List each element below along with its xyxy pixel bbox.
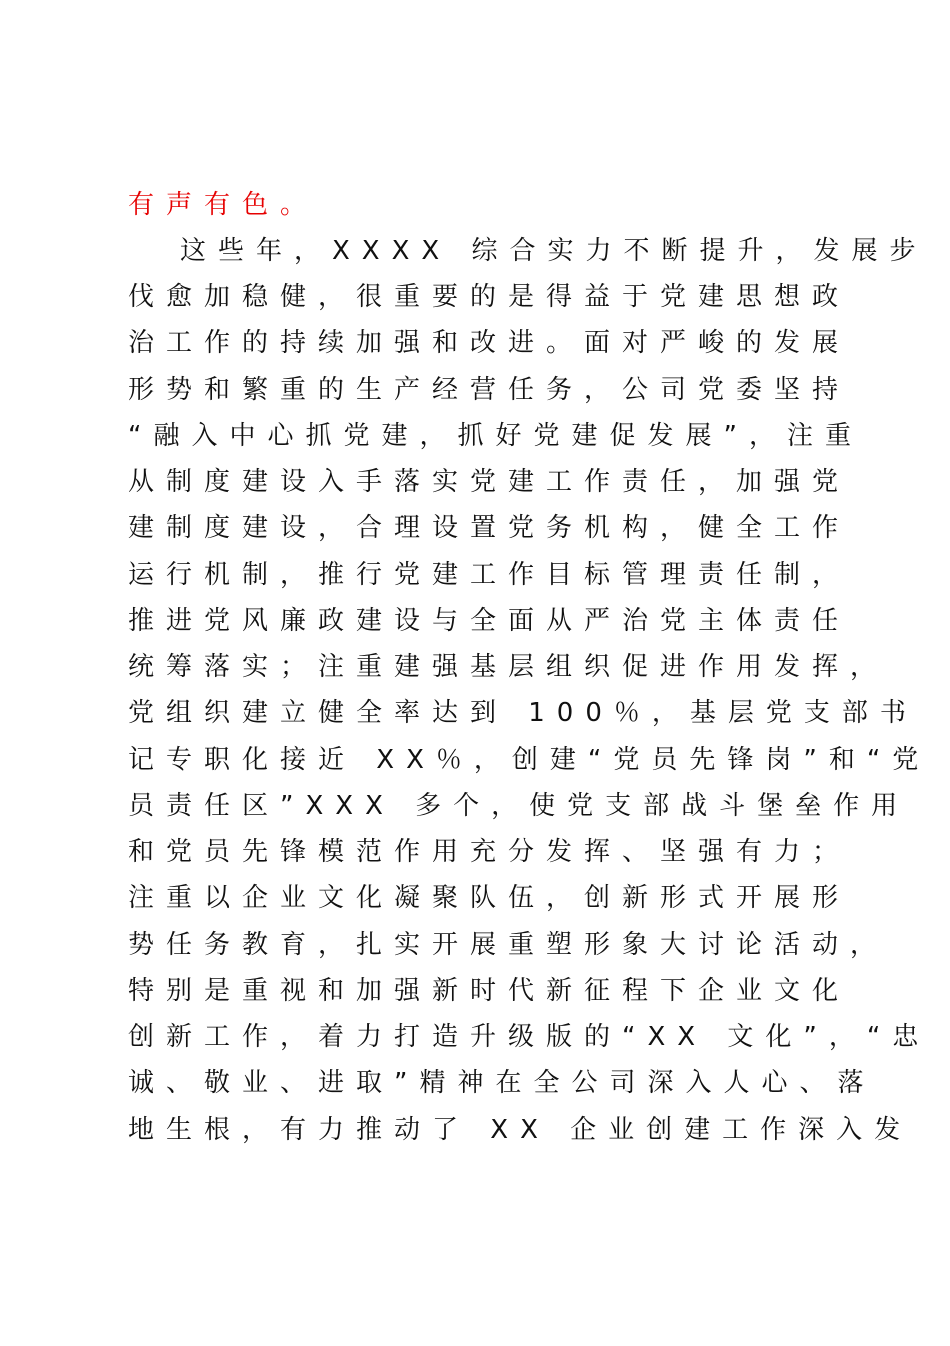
text-line: 运行机制，推行党建工作目标管理责任制， [128,560,851,590]
text-line: 伐愈加稳健，很重要的是得益于党建思想政 [128,282,851,312]
text-line: 注重以企业文化凝聚队伍，创新形式开展形 [128,883,851,913]
text-line: 统筹落实；注重建强基层组织促进作用发挥， [128,652,889,682]
text-line: 记专职化接近 XX％，创建“党员先锋岗”和“党 [128,745,931,775]
text-line: 治工作的持续加强和改进。面对严峻的发展 [128,328,851,358]
text-line: 形势和繁重的生产经营任务，公司党委坚持 [128,375,851,405]
text-line: 和党员先锋模范作用充分发挥、坚强有力； [128,837,851,867]
text-line: 党组织建立健全率达到 100％，基层党支部书 [128,698,918,728]
paragraph-first-line: 这些年，XXXX 综合实力不断提升，发展步 [180,236,928,266]
text-line: 诚、敬业、进取”精神在全公司深入人心、落 [128,1068,876,1098]
text-line: 势任务教育，扎实开展重塑形象大讨论活动， [128,930,889,960]
text-line: 创新工作，着力打造升级版的“XX 文化”，“忠 [128,1022,931,1052]
text-line: 地生根，有力推动了 XX 企业创建工作深入发 [128,1115,913,1145]
text-line: “融入中心抓党建，抓好党建促发展”，注重 [128,421,863,451]
text-line: 从制度建设入手落实党建工作责任，加强党 [128,467,851,497]
text-line: 特别是重视和加强新时代新征程下企业文化 [128,976,851,1006]
text-line-red: 有声有色。 [128,190,319,220]
text-line: 推进党风廉政建设与全面从严治党主体责任 [128,606,851,636]
text-line: 员责任区”XXX 多个，使党支部战斗堡垒作用 [128,791,910,821]
text-line: 建制度建设，合理设置党务机构，健全工作 [128,513,851,543]
